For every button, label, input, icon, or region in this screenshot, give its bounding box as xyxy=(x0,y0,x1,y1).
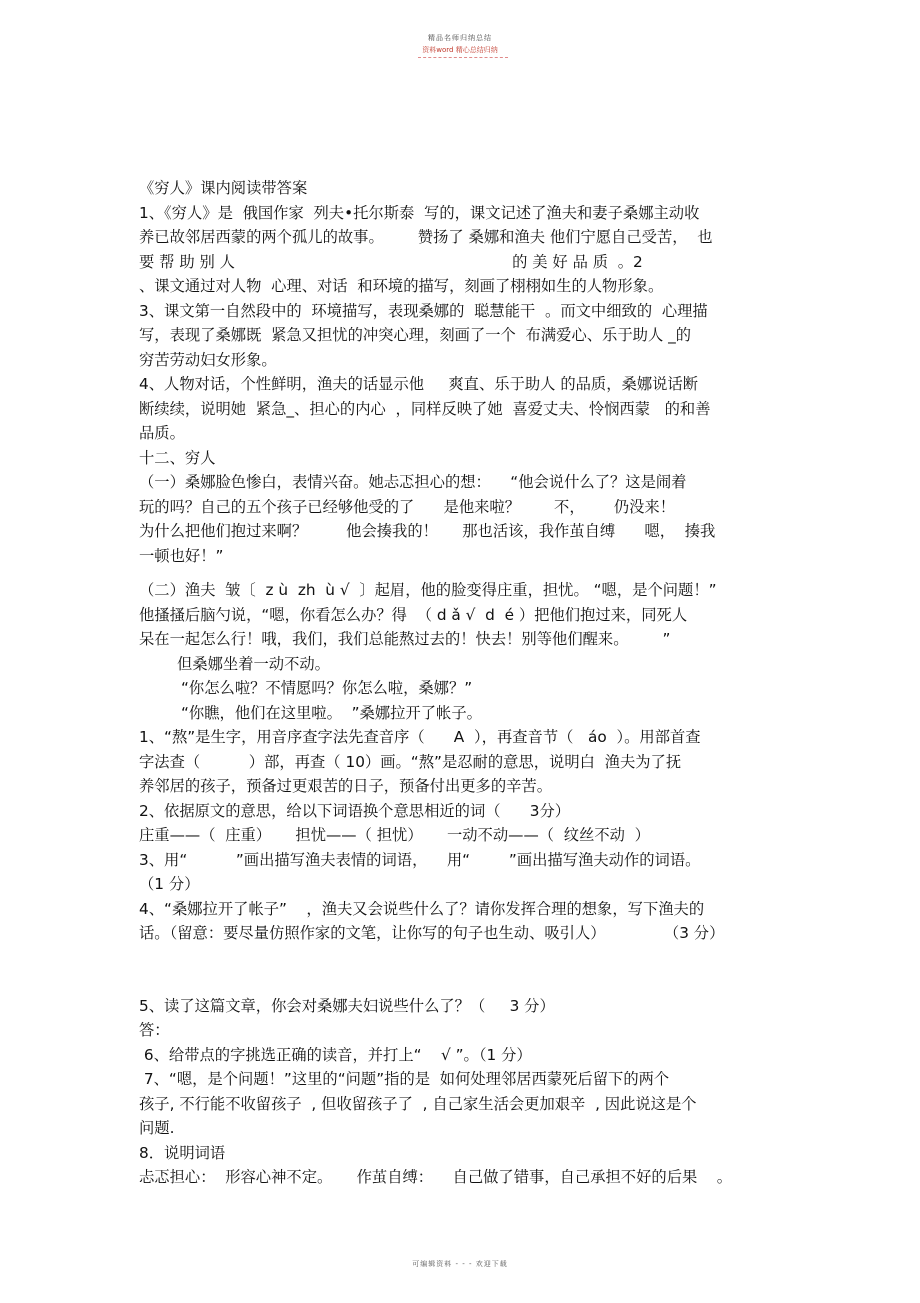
answer-item-3 xyxy=(139,299,789,373)
question-1 xyxy=(139,725,789,799)
section-heading: 十二、穷人 xyxy=(139,448,216,467)
document-body xyxy=(139,176,789,1190)
page-header-title: 精品名师归纳总结 xyxy=(428,34,492,42)
text-line: 品质。 xyxy=(139,424,185,442)
question-4 xyxy=(139,897,789,946)
text-line: 3、课文第一自然段中的 环境描写，表现桑娜的 聪慧能干 。而文中细致的 心理描 xyxy=(139,301,708,320)
text-line: 8．说明词语 xyxy=(139,1143,226,1162)
question-8 xyxy=(139,1141,789,1190)
text-line: 答： xyxy=(139,1021,170,1039)
answer-item-1 xyxy=(139,201,789,299)
text-line: “你怎么啦？不情愿吗？你怎么啦，桑娜？” xyxy=(181,679,473,697)
text-line: 断续续，说明她 紧急_、担心的内心 ，同样反映了她 喜爱丈夫、怜悯西蒙 的和善 xyxy=(139,399,711,418)
text-line: 孩子, 不行能不收留孩子 , 但收留孩子了 , 自己家生活会更加艰辛 , 因此说这是个 xyxy=(139,1094,697,1113)
text-line: “你瞧，他们在这里啦。 ”桑娜拉开了帐子。 xyxy=(181,703,482,722)
page-header-subtitle: 资料word 精心总结归纳 xyxy=(422,46,498,54)
question-7 xyxy=(139,1067,789,1141)
text-line: 要 帮 助 别 人 的 美 好 品 质 。2 xyxy=(139,252,643,271)
question-3 xyxy=(139,848,789,897)
text-line: 养邻居的孩子，预备过更艰苦的日子，预备付出更多的辛苦。 xyxy=(139,777,553,795)
text-line: 一顿也好！” xyxy=(139,546,224,565)
text-line: 忐忑担心： 形容心神不定。 作茧自缚： 自己做了错事，自己承担不好的后果 。 xyxy=(139,1168,733,1186)
text-line: 但桑娜坐着一动不动。 xyxy=(177,654,330,673)
text-line: 穷苦劳动妇女形象。 xyxy=(139,350,277,369)
text-line: 庄重——（ 庄重） 担忧——（ 担忧） 一动不动——（ 纹丝不动 ） xyxy=(139,826,650,844)
text-line: （1 分） xyxy=(139,875,200,893)
question-6: 6、给带点的字挑选正确的读音，并打上“ √ ”。（1 分） xyxy=(139,1045,532,1064)
document-title: 《穷人》课内阅读带答案 xyxy=(139,179,308,197)
text-line: 玩的吗？自己的五个孩子已经够他受的了 是他来啦？ 不， 仍没来！ xyxy=(139,497,675,516)
passage-part-2 xyxy=(139,578,789,725)
text-line: 问题. xyxy=(139,1119,175,1137)
text-line: （二）渔夫 皱〔 z ù zh ù √ 〕起眉，他的脸变得庄重，担忧。 “嗯，是个问题！” xyxy=(139,581,717,599)
text-line: 写，表现了桑娜既 紧急又担忧的冲突心理，刻画了一个 布满爱心、乐于助人 _的 xyxy=(139,326,692,344)
text-line: 3、用“ ”画出描写渔夫表情的词语， 用“ ”画出描写渔夫动作的词语。 xyxy=(139,850,701,869)
text-line: 2、依据原文的意思，给以下词语换个意思相近的词（ 3分） xyxy=(139,801,571,820)
text-line: 养已故邻居西蒙的两个孤儿的故事。 赞扬了 桑娜和渔夫 他们宁愿自己受苦， 也 xyxy=(139,228,713,246)
text-line: 5、读了这篇文章，你会对桑娜夫妇说些什么了？（ 3 分） xyxy=(139,996,555,1015)
text-line: 话。（留意：要尽量仿照作家的文笔，让你写的句子也生动、吸引人） （3 分） xyxy=(139,924,725,942)
question-2 xyxy=(139,799,789,848)
text-line: 为什么把他们抱过来啊？ 他会揍我的！ 那也活该，我作茧自缚 嗯， 揍我 xyxy=(139,522,716,540)
passage-part-1 xyxy=(139,470,789,568)
text-line: 4、人物对话，个性鲜明，渔夫的话显示他 爽直、乐于助人 的品质，桑娜说话断 xyxy=(139,375,699,393)
text-line: 、课文通过对人物 心理、对话 和环境的描写，刻画了栩栩如生的人物形象。 xyxy=(139,277,664,295)
text-line: 1、《穷人》是 俄国作家 列夫•托尔斯泰 写的，课文记述了渔夫和妻子桑娜主动收 xyxy=(139,203,700,222)
text-line: 1、“熬”是生字，用音序查字法先查音序（ A ），再查音节（ áo ）。用部首查 xyxy=(139,728,701,746)
spacer xyxy=(139,568,789,578)
text-line: 7、“嗯，是个问题！”这里的“问题”指的是 如何处理邻居西蒙死后留下的两个 xyxy=(139,1070,670,1088)
page-footer: 可编辑资料 - - - 欢迎下载 xyxy=(412,1260,508,1268)
answer-item-4 xyxy=(139,372,789,446)
text-line: 呆在一起怎么行！哦，我们，我们总能熬过去的！快去！别等他们醒来。 ” xyxy=(139,630,671,648)
text-line: 4、“桑娜拉开了帐子” ，渔夫又会说些什么了？请你发挥合理的想象，写下渔夫的 xyxy=(139,899,705,918)
question-5 xyxy=(139,994,789,1043)
text-line: （一）桑娜脸色惨白，表情兴奋。她忐忑担心的想： “他会说什么了？这是闹着 xyxy=(139,473,687,491)
text-line: 他搔搔后脑勺说，“嗯，你看怎么办？得 （ d ǎ √ d é ）把他们抱过来，同死人 xyxy=(139,605,688,624)
header-divider xyxy=(418,57,508,58)
text-line: 字法查（ ）部，再查（ 10）画。“熬”是忍耐的意思，说明白 渔夫为了抚 xyxy=(139,752,682,771)
answer-space xyxy=(139,946,789,994)
